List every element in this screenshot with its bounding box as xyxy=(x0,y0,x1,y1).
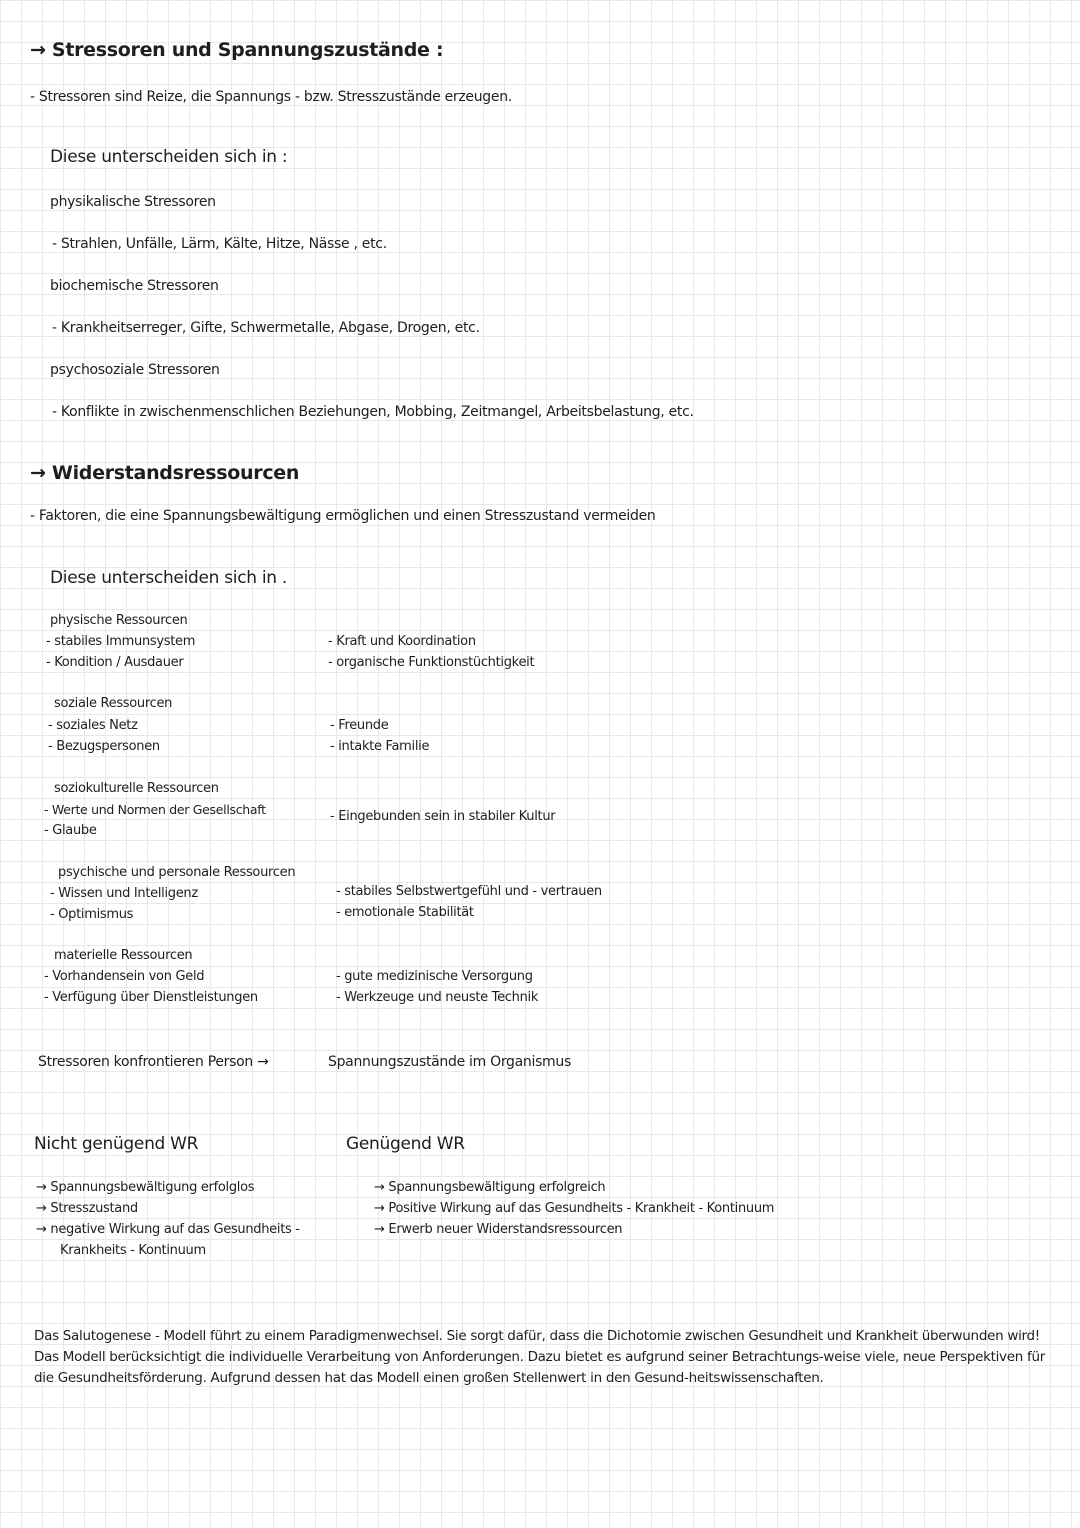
stressor-category-title: biochemische Stressoren xyxy=(50,278,219,294)
resource-item: - Vorhandensein von Geld xyxy=(44,969,205,984)
stressoren-definition: - Stressoren sind Reize, die Spannungs - bzw. Stresszustände erzeugen. xyxy=(30,89,512,105)
outcome-item: Krankheits - Kontinuum xyxy=(60,1243,206,1258)
flow-left: Stressoren konfrontieren Person → xyxy=(38,1054,269,1070)
outcome-item: → Erwerb neuer Widerstandsressourcen xyxy=(374,1222,623,1237)
resource-group-title: materielle Ressourcen xyxy=(54,948,193,963)
resource-item: - stabiles Immunsystem xyxy=(46,634,196,649)
resource-item: - Optimismus xyxy=(50,907,134,922)
resource-item: - Kondition / Ausdauer xyxy=(46,655,184,670)
resource-item: - Glaube xyxy=(44,823,97,838)
resource-item: - emotionale Stabilität xyxy=(336,905,474,920)
outcome-item: → negative Wirkung auf das Gesundheits - xyxy=(36,1222,300,1237)
resource-item: - organische Funktionstüchtigkeit xyxy=(328,655,535,670)
stressor-category-examples: - Konflikte in zwischenmenschlichen Beziehungen, Mobbing, Zeitmangel, Arbeitsbelastung, etc. xyxy=(52,404,694,420)
resource-item: - stabiles Selbstwertgefühl und - vertrauen xyxy=(336,884,602,899)
resource-item: - Eingebunden sein in stabiler Kultur xyxy=(330,809,556,824)
resource-item: - Wissen und Intelligenz xyxy=(50,886,198,901)
resource-item: - Verfügung über Dienstleistungen xyxy=(44,990,258,1005)
resource-item: - Bezugspersonen xyxy=(48,739,160,754)
resource-group-title: soziokulturelle Ressourcen xyxy=(54,781,219,796)
resource-item: - intakte Familie xyxy=(330,739,430,754)
stressor-category-examples: - Strahlen, Unfälle, Lärm, Kälte, Hitze, Nässe , etc. xyxy=(52,236,387,252)
resource-item: - soziales Netz xyxy=(48,718,138,733)
outcome-item: → Positive Wirkung auf das Gesundheits - Krankheit - Kontinuum xyxy=(374,1201,775,1216)
outcome-sufficient-title: Genügend WR xyxy=(346,1134,465,1154)
resource-item: - Kraft und Koordination xyxy=(328,634,476,649)
resource-group-title: physische Ressourcen xyxy=(50,613,188,628)
resource-group-title: psychische und personale Ressourcen xyxy=(58,865,296,880)
ressourcen-heading: → Widerstandsressourcen xyxy=(30,462,300,484)
stressoren-heading: → Stressoren und Spannungszustände : xyxy=(30,39,444,61)
stressor-category-title: psychosoziale Stressoren xyxy=(50,362,220,378)
resource-item: - gute medizinische Versorgung xyxy=(336,969,533,984)
ressourcen-intro: Diese unterscheiden sich in . xyxy=(50,568,287,588)
stressor-category-title: physikalische Stressoren xyxy=(50,194,216,210)
stressoren-intro: Diese unterscheiden sich in : xyxy=(50,147,288,167)
outcome-insufficient-title: Nicht genügend WR xyxy=(34,1134,199,1154)
resource-item: - Freunde xyxy=(330,718,389,733)
outcome-item: → Spannungsbewältigung erfolgreich xyxy=(374,1180,606,1195)
stressor-category-examples: - Krankheitserreger, Gifte, Schwermetalle, Abgase, Drogen, etc. xyxy=(52,320,480,336)
outcome-item: → Stresszustand xyxy=(36,1201,138,1216)
resource-item: - Werte und Normen der Gesellschaft xyxy=(44,802,266,817)
resource-group-title: soziale Ressourcen xyxy=(54,696,173,711)
resource-item: - Werkzeuge und neuste Technik xyxy=(336,990,539,1005)
outcome-item: → Spannungsbewältigung erfolglos xyxy=(36,1180,255,1195)
conclusion-paragraph: Das Salutogenese - Modell führt zu einem Paradigmenwechsel. Sie sorgt dafür, dass die Dichotomie zwischen Gesundheit und Krankheit überwunden wird! Das Modell berücksichtigt die individuelle Verarbeitung von Anforderungen. Dazu bietet es aufgrund seiner Betrachtungs-weise viele, neue Perspektiven für die Gesundheitsförderung. Aufgrund dessen hat das Modell einen großen Stellenwert in den Gesund-heitswissenschaften. xyxy=(34,1328,1045,1386)
flow-right: Spannungszustände im Organismus xyxy=(328,1054,571,1070)
ressourcen-definition: - Faktoren, die eine Spannungsbewältigung ermöglichen und einen Stresszustand vermeiden xyxy=(30,508,656,524)
